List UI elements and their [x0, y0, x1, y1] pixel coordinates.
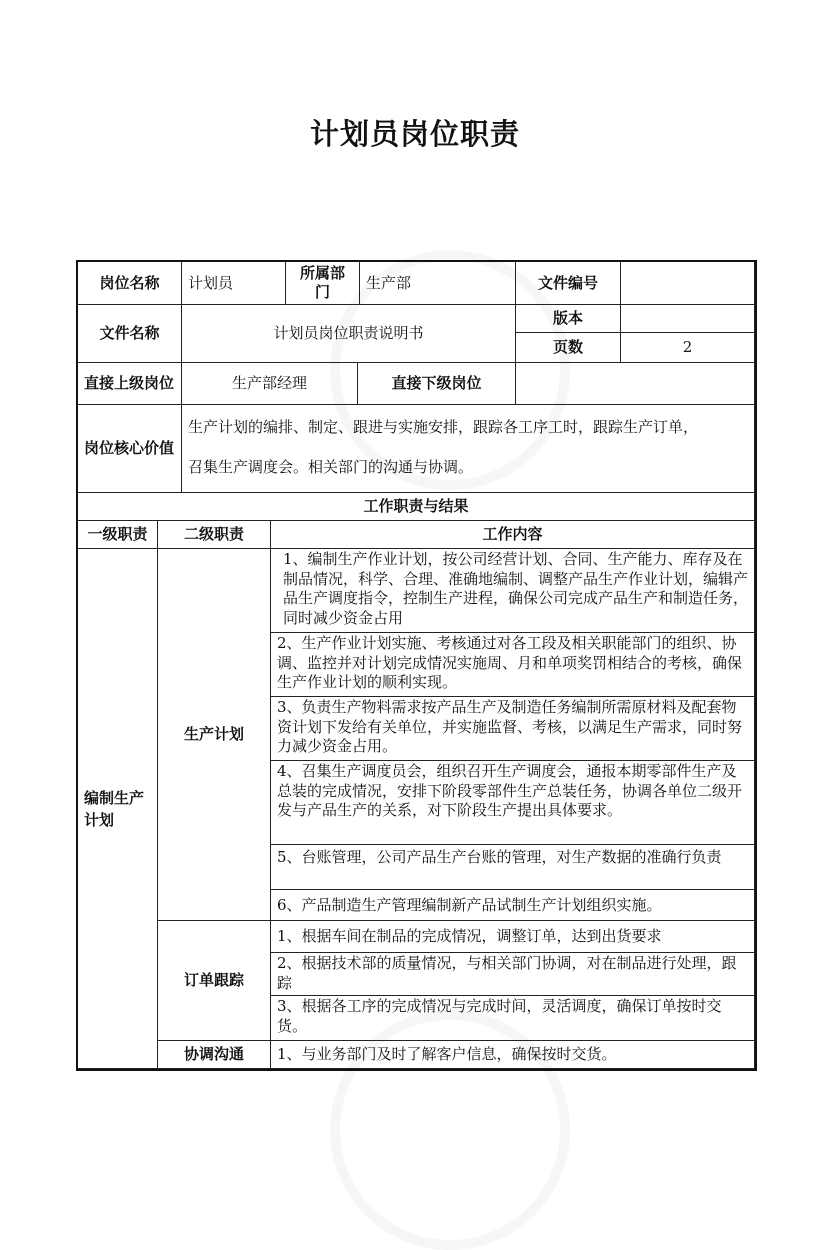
duty-item: 5、台账管理，公司产品生产台账的管理，对生产数据的准确行负责: [271, 845, 755, 890]
core-value-line: 召集生产调度会。相关部门的沟通与协调。: [188, 458, 474, 476]
page-title: 计划员岗位职责: [309, 117, 520, 151]
pages-value: 2: [621, 333, 755, 363]
superior-value: 生产部经理: [182, 363, 358, 405]
duty-item: 1、与业务部门及时了解客户信息，确保按时交货。: [271, 1041, 755, 1069]
position-name-value: 计划员: [182, 262, 286, 305]
column-header-level2: 二级职责: [158, 521, 271, 549]
duty-item: 1、编制生产作业计划，按公司经营计划、合同、生产能力、库存及在制品情况，科学、合理、准确地编制、调整产品生产作业计划，编辑产品生产调度指令，控制生产进程，确保公司完成产品生产和制造任务，同时减少资金占用: [271, 549, 755, 633]
duty-item: 3、根据各工序的完成情况与完成时间，灵活调度，确保订单按时交货。: [271, 996, 755, 1041]
secondary-duty-production-plan: 生产计划: [158, 549, 271, 921]
department-label: 所属部门: [286, 262, 360, 305]
subordinate-value: [516, 363, 755, 405]
core-value-content: [182, 405, 755, 493]
table-border: [755, 260, 757, 1070]
table-border: [76, 1069, 757, 1071]
version-value: [621, 305, 755, 333]
core-value-line: 生产计划的编排、制定、跟进与实施安排，跟踪各工序工时，跟踪生产订单，: [188, 418, 699, 436]
secondary-duty-coordination: 协调沟通: [158, 1041, 271, 1069]
version-label: 版本: [516, 305, 621, 333]
duty-item: 3、负责生产物料需求按产品生产及制造任务编制所需原材料及配套物资计划下发给有关单位，并实施监督、考核，以满足生产需求，同时努力减少资金占用。: [271, 697, 755, 761]
column-header-content: 工作内容: [271, 521, 755, 549]
department-value: 生产部: [360, 262, 516, 305]
file-name-label: 文件名称: [78, 305, 182, 363]
doc-number-value: [621, 262, 755, 305]
secondary-duty-order-tracking: 订单跟踪: [158, 921, 271, 1041]
pages-label: 页数: [516, 333, 621, 363]
doc-number-label: 文件编号: [516, 262, 621, 305]
position-name-label: 岗位名称: [78, 262, 182, 305]
core-value-label: 岗位核心价值: [78, 405, 182, 493]
primary-duty: 编制生产计划: [78, 549, 158, 1069]
superior-label: 直接上级岗位: [78, 363, 182, 405]
file-name-value: 计划员岗位职责说明书: [182, 305, 516, 363]
duty-item: 4、召集生产调度员会，组织召开生产调度会，通报本期零部件生产及总装的完成情况，安排下阶段零部件生产总装任务，协调各单位二级开发与产品生产的关系，对下阶段生产提出具体要求。: [271, 761, 755, 845]
duty-item: 6、产品制造生产管理编制新产品试制生产计划组织实施。: [271, 890, 755, 921]
duty-item: 2、根据技术部的质量情况，与相关部门协调，对在制品进行处理，跟踪: [271, 953, 755, 996]
subordinate-label: 直接下级岗位: [358, 363, 516, 405]
duty-item: 2、生产作业计划实施、考核通过对各工段及相关职能部门的组织、协调、监控并对计划完成情况实施周、月和单项奖罚相结合的考核，确保生产作业计划的顺利实现。: [271, 633, 755, 697]
column-header-level1: 一级职责: [78, 521, 158, 549]
section-title: 工作职责与结果: [78, 493, 755, 521]
duty-item: 1、根据车间在制品的完成情况，调整订单，达到出货要求: [271, 921, 755, 953]
